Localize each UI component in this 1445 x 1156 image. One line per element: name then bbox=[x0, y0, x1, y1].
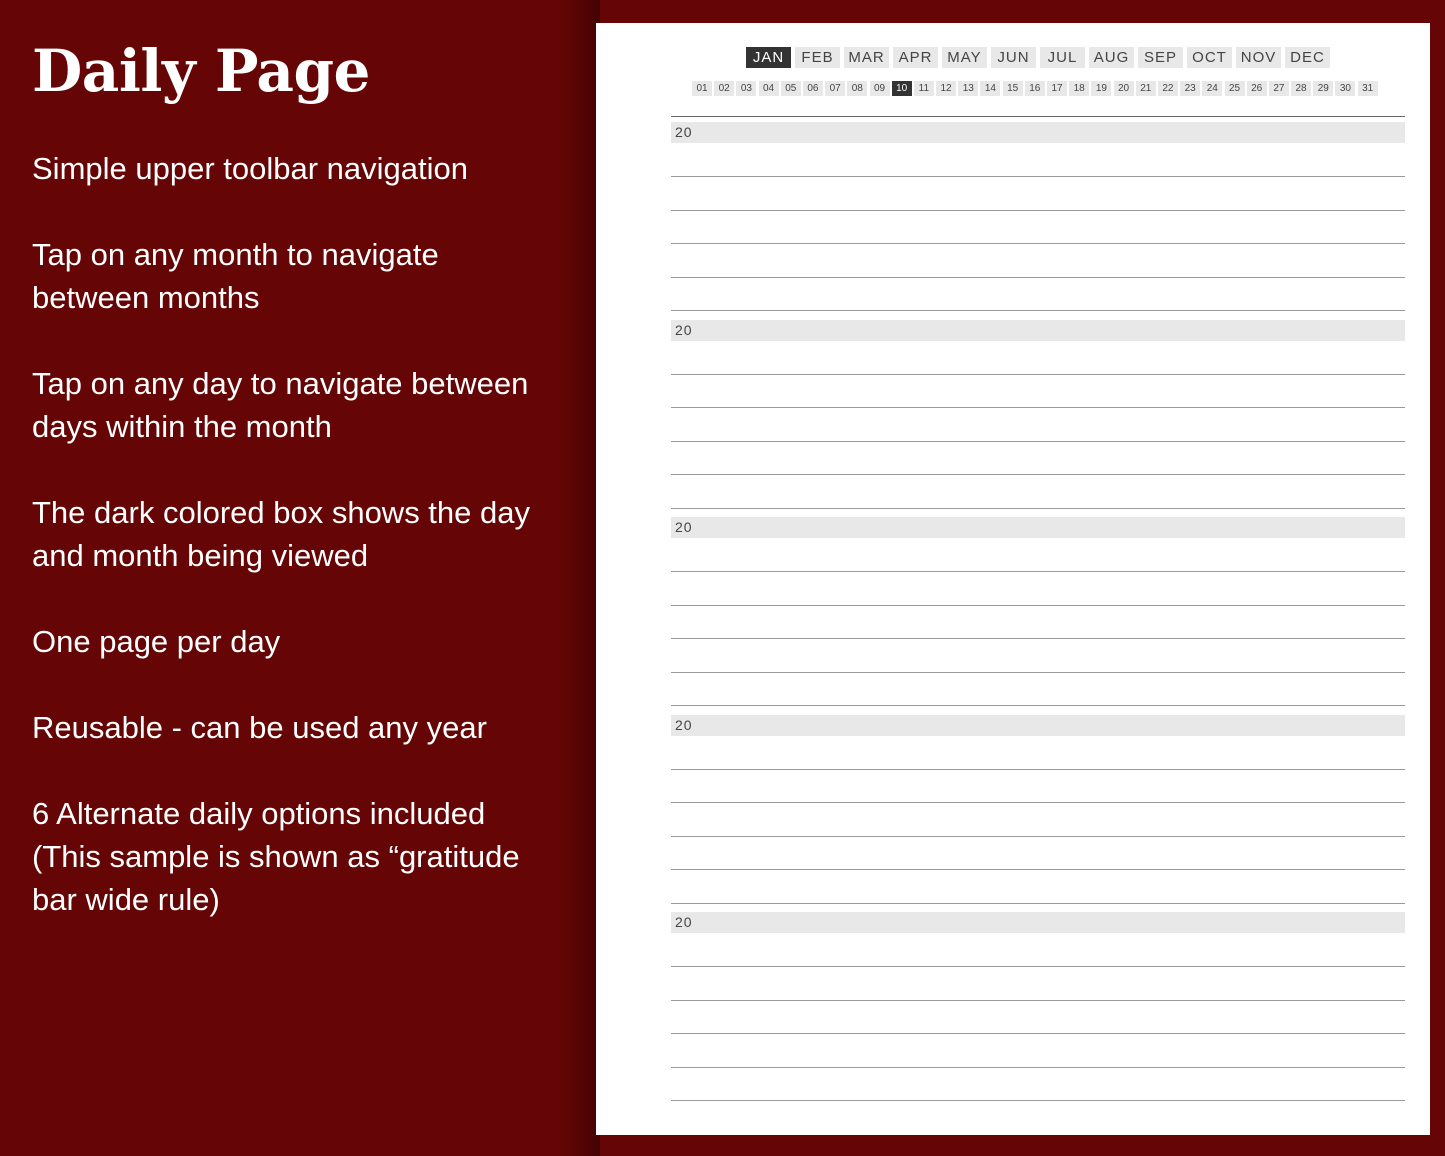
page-shadow bbox=[560, 0, 600, 1156]
day-tab-19[interactable]: 19 bbox=[1091, 81, 1111, 96]
month-tab-oct[interactable]: OCT bbox=[1187, 47, 1232, 68]
entry-block bbox=[671, 320, 1405, 517]
day-tab-28[interactable]: 28 bbox=[1291, 81, 1311, 96]
day-tab-10[interactable]: 10 bbox=[892, 81, 912, 96]
year-bar[interactable] bbox=[671, 517, 1405, 538]
day-tab-06[interactable]: 06 bbox=[803, 81, 823, 96]
writing-line[interactable] bbox=[671, 1033, 1405, 1034]
day-tab-05[interactable]: 05 bbox=[781, 81, 801, 96]
day-tab-14[interactable]: 14 bbox=[980, 81, 1000, 96]
header-divider bbox=[671, 116, 1405, 117]
writing-line[interactable] bbox=[671, 705, 1405, 706]
month-tab-jun[interactable]: JUN bbox=[991, 47, 1036, 68]
day-tab-23[interactable]: 23 bbox=[1180, 81, 1200, 96]
writing-line[interactable] bbox=[671, 176, 1405, 177]
month-tab-apr[interactable]: APR bbox=[893, 47, 938, 68]
writing-line[interactable] bbox=[671, 277, 1405, 278]
month-navigation bbox=[746, 47, 1330, 68]
day-tab-08[interactable]: 08 bbox=[847, 81, 867, 96]
year-label: 20 bbox=[675, 321, 693, 338]
month-tab-aug[interactable]: AUG bbox=[1089, 47, 1134, 68]
feature-text: Tap on any day to navigate between days within the month bbox=[32, 366, 529, 444]
year-label: 20 bbox=[675, 124, 693, 140]
writing-line[interactable] bbox=[671, 605, 1405, 606]
month-tab-jan[interactable]: JAN bbox=[746, 47, 791, 68]
year-bar[interactable] bbox=[671, 715, 1405, 736]
year-bar[interactable] bbox=[671, 320, 1405, 341]
feature-text: One page per day bbox=[32, 624, 281, 659]
promo-panel bbox=[0, 0, 580, 1156]
day-tab-20[interactable]: 20 bbox=[1114, 81, 1134, 96]
day-tab-01[interactable]: 01 bbox=[692, 81, 712, 96]
day-tab-26[interactable]: 26 bbox=[1247, 81, 1267, 96]
writing-line[interactable] bbox=[671, 638, 1405, 639]
day-tab-04[interactable]: 04 bbox=[759, 81, 779, 96]
writing-line[interactable] bbox=[671, 310, 1405, 311]
day-tab-29[interactable]: 29 bbox=[1313, 81, 1333, 96]
writing-line[interactable] bbox=[671, 571, 1405, 572]
feature-text: The dark colored box shows the day and month being viewed bbox=[32, 495, 530, 573]
month-tab-jul[interactable]: JUL bbox=[1040, 47, 1085, 68]
day-tab-31[interactable]: 31 bbox=[1358, 81, 1378, 96]
planner-page bbox=[596, 23, 1430, 1135]
writing-line[interactable] bbox=[671, 1100, 1405, 1101]
month-tab-may[interactable]: MAY bbox=[942, 47, 987, 68]
month-tab-nov[interactable]: NOV bbox=[1236, 47, 1281, 68]
entry-block bbox=[671, 912, 1405, 1109]
entry-block bbox=[671, 122, 1405, 319]
writing-line[interactable] bbox=[671, 903, 1405, 904]
writing-line[interactable] bbox=[671, 869, 1405, 870]
year-label: 20 bbox=[675, 914, 693, 930]
month-tab-feb[interactable]: FEB bbox=[795, 47, 840, 68]
feature-text: Simple upper toolbar navigation bbox=[32, 151, 468, 186]
day-tab-11[interactable]: 11 bbox=[914, 81, 934, 96]
feature-text: Reusable - can be used any year bbox=[32, 710, 487, 745]
writing-line[interactable] bbox=[671, 374, 1405, 375]
writing-line[interactable] bbox=[671, 210, 1405, 211]
feature-text: 6 Alternate daily options included (This sample is shown as “gratitude bar wide rule) bbox=[32, 796, 520, 917]
writing-line[interactable] bbox=[671, 407, 1405, 408]
entry-block bbox=[671, 715, 1405, 912]
day-tab-12[interactable]: 12 bbox=[936, 81, 956, 96]
year-label: 20 bbox=[675, 716, 693, 733]
promo-heading: Daily Page bbox=[32, 37, 370, 105]
writing-line[interactable] bbox=[671, 243, 1405, 244]
day-tab-16[interactable]: 16 bbox=[1025, 81, 1045, 96]
writing-line[interactable] bbox=[671, 802, 1405, 803]
year-bar[interactable] bbox=[671, 122, 1405, 143]
month-tab-mar[interactable]: MAR bbox=[844, 47, 889, 68]
day-tab-22[interactable]: 22 bbox=[1158, 81, 1178, 96]
day-tab-18[interactable]: 18 bbox=[1069, 81, 1089, 96]
writing-line[interactable] bbox=[671, 1000, 1405, 1001]
day-navigation bbox=[692, 81, 1378, 96]
year-bar[interactable] bbox=[671, 912, 1405, 933]
writing-line[interactable] bbox=[671, 441, 1405, 442]
day-tab-21[interactable]: 21 bbox=[1136, 81, 1156, 96]
writing-line[interactable] bbox=[671, 1067, 1405, 1068]
day-tab-03[interactable]: 03 bbox=[736, 81, 756, 96]
day-tab-24[interactable]: 24 bbox=[1202, 81, 1222, 96]
day-tab-17[interactable]: 17 bbox=[1047, 81, 1067, 96]
day-tab-02[interactable]: 02 bbox=[714, 81, 734, 96]
entry-block bbox=[671, 517, 1405, 714]
writing-line[interactable] bbox=[671, 672, 1405, 673]
day-tab-13[interactable]: 13 bbox=[958, 81, 978, 96]
day-tab-30[interactable]: 30 bbox=[1335, 81, 1355, 96]
writing-line[interactable] bbox=[671, 769, 1405, 770]
writing-line[interactable] bbox=[671, 836, 1405, 837]
day-tab-09[interactable]: 09 bbox=[870, 81, 890, 96]
writing-line[interactable] bbox=[671, 474, 1405, 475]
day-tab-25[interactable]: 25 bbox=[1225, 81, 1245, 96]
month-tab-sep[interactable]: SEP bbox=[1138, 47, 1183, 68]
year-label: 20 bbox=[675, 519, 693, 535]
writing-line[interactable] bbox=[671, 966, 1405, 967]
day-tab-07[interactable]: 07 bbox=[825, 81, 845, 96]
writing-line[interactable] bbox=[671, 508, 1405, 509]
day-tab-15[interactable]: 15 bbox=[1003, 81, 1023, 96]
month-tab-dec[interactable]: DEC bbox=[1285, 47, 1330, 68]
feature-text: Tap on any month to navigate between months bbox=[32, 237, 439, 315]
day-tab-27[interactable]: 27 bbox=[1269, 81, 1289, 96]
